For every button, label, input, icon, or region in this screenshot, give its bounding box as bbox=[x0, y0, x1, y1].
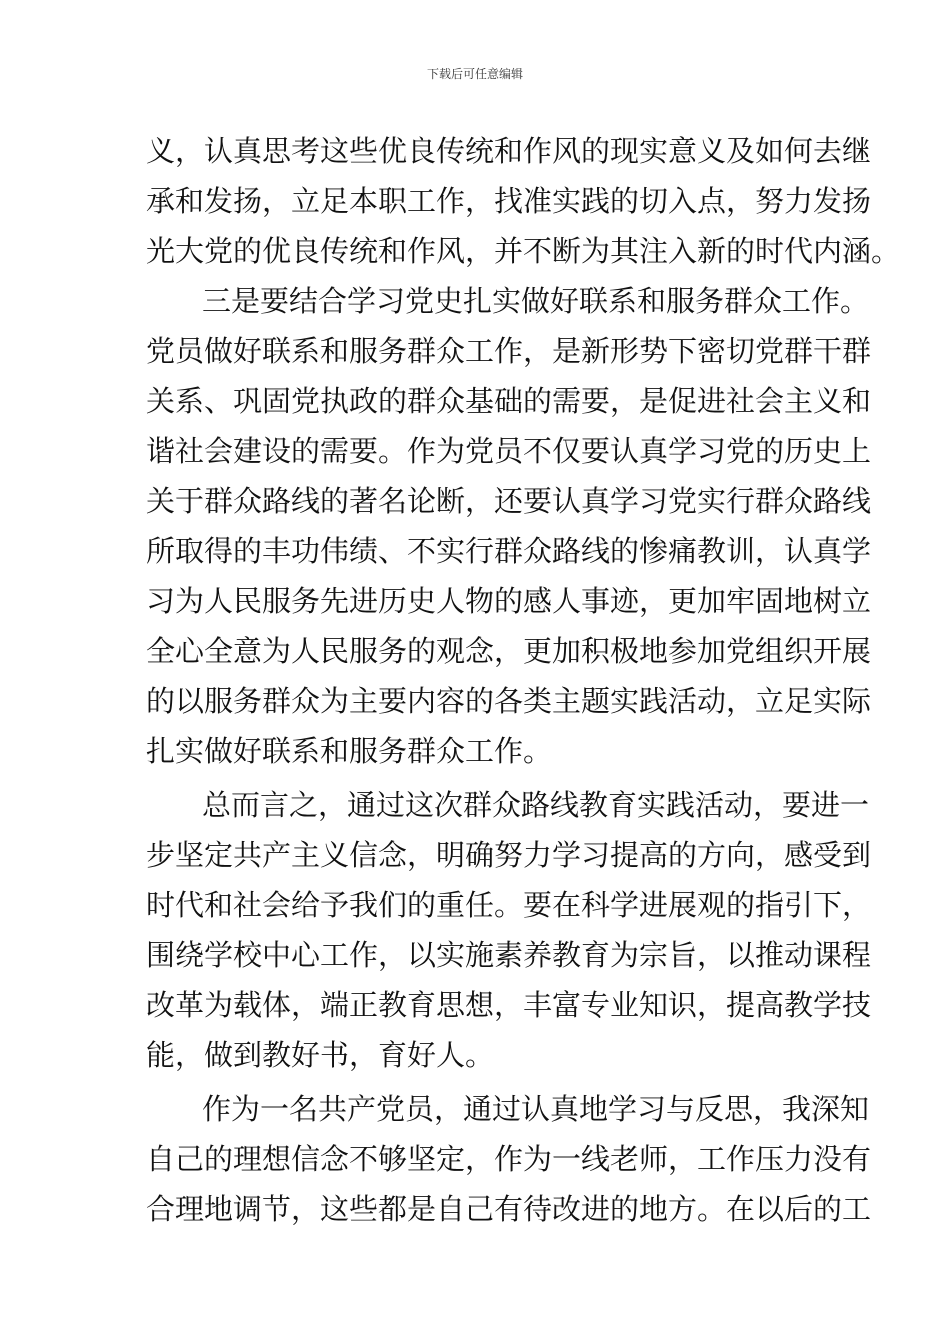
document-body bbox=[146, 126, 901, 1234]
text-line: 扎实做好联系和服务群众工作。 bbox=[146, 734, 553, 768]
paragraph bbox=[146, 276, 872, 776]
text-line: 改革为载体，端正教育思想，丰富专业知识，提高教学技 bbox=[146, 988, 872, 1022]
page-header: 下载后可任意编辑 bbox=[426, 67, 523, 81]
text-line: 关于群众路线的著名论断，还要认真学习党实行群众路线 bbox=[146, 484, 872, 518]
text-line: 作为一名共产党员，通过认真地学习与反思，我深知 bbox=[202, 1092, 870, 1126]
text-line: 谐社会建设的需要。作为党员不仅要认真学习党的历史上 bbox=[146, 434, 872, 468]
text-line: 总而言之，通过这次群众路线教育实践活动，要进一 bbox=[202, 788, 870, 822]
text-line: 合理地调节，这些都是自己有待改进的地方。在以后的工 bbox=[146, 1192, 872, 1226]
text-line: 的以服务群众为主要内容的各类主题实践活动，立足实际 bbox=[146, 684, 872, 718]
paragraph bbox=[146, 126, 901, 276]
text-line: 全心全意为人民服务的观念，更加积极地参加党组织开展 bbox=[146, 634, 872, 668]
text-line: 时代和社会给予我们的重任。要在科学进展观的指引下， bbox=[146, 888, 872, 922]
paragraph bbox=[146, 780, 872, 1080]
text-line: 三是要结合学习党史扎实做好联系和服务群众工作。 bbox=[202, 284, 870, 318]
text-line: 自己的理想信念不够坚定，作为一线老师，工作压力没有 bbox=[146, 1142, 872, 1176]
text-line: 义，认真思考这些优良传统和作风的现实意义及如何去继 bbox=[146, 134, 872, 168]
paragraph bbox=[146, 1084, 872, 1234]
text-line: 承和发扬，立足本职工作，找准实践的切入点，努力发扬 bbox=[146, 184, 872, 218]
text-line: 能，做到教好书，育好人。 bbox=[146, 1038, 495, 1072]
text-line: 步坚定共产主义信念，明确努力学习提高的方向，感受到 bbox=[146, 838, 872, 872]
text-line: 所取得的丰功伟绩、不实行群众路线的惨痛教训，认真学 bbox=[146, 534, 872, 568]
text-line: 习为人民服务先进历史人物的感人事迹，更加牢固地树立 bbox=[146, 584, 872, 618]
text-line: 党员做好联系和服务群众工作，是新形势下密切党群干群 bbox=[146, 334, 872, 368]
text-line: 光大党的优良传统和作风，并不断为其注入新的时代内涵。 bbox=[146, 234, 901, 268]
text-line: 关系、巩固党执政的群众基础的需要，是促进社会主义和 bbox=[146, 384, 872, 418]
text-line: 围绕学校中心工作，以实施素养教育为宗旨，以推动课程 bbox=[146, 938, 872, 972]
